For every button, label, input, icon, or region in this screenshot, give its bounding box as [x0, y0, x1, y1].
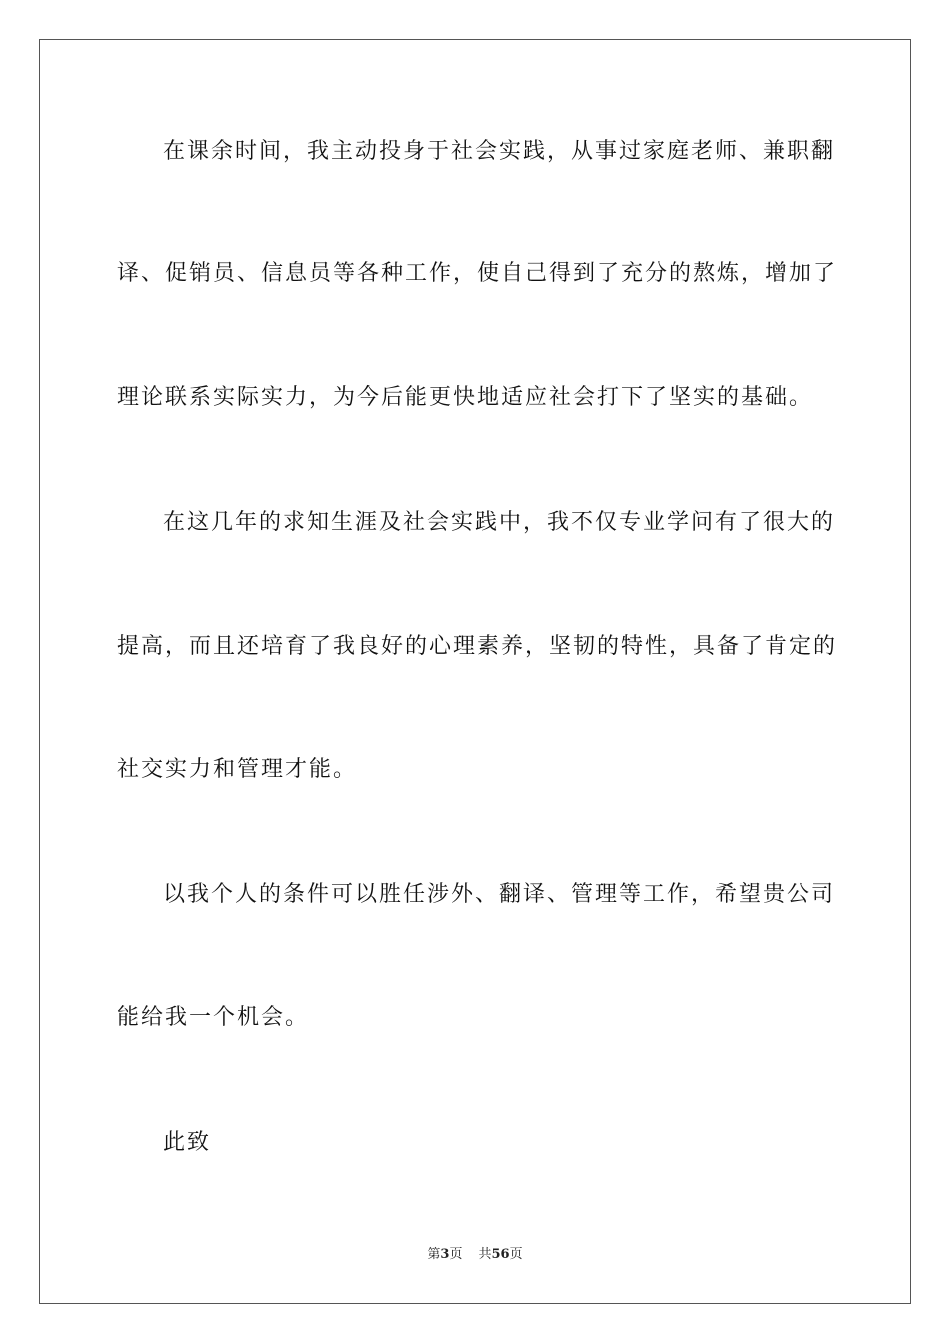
paragraph-1-line-2: 译、促销员、信息员等各种工作，使自己得到了充分的熬炼，增加了	[117, 261, 838, 286]
page-number: 3	[440, 1247, 450, 1262]
closing-salutation: 此致	[163, 1130, 212, 1155]
page-footer	[0, 1246, 950, 1264]
paragraph-2-line-3: 社交实力和管理才能。	[117, 757, 358, 782]
paragraph-3-line-1: 以我个人的条件可以胜任涉外、翻译、管理等工作，希望贵公司	[163, 882, 836, 907]
paragraph-3-line-2: 能给我一个机会。	[117, 1005, 310, 1030]
paragraph-2-line-2: 提高，而且还培育了我良好的心理素养，坚韧的特性，具备了肯定的	[117, 634, 838, 659]
paragraph-1-line-1: 在课余时间，我主动投身于社会实践，从事过家庭老师、兼职翻	[163, 139, 836, 164]
total-prefix: 共	[478, 1247, 492, 1262]
page-border	[39, 39, 911, 1304]
page-prefix: 第	[427, 1247, 441, 1262]
paragraph-2-line-1: 在这几年的求知生涯及社会实践中，我不仅专业学问有了很大的	[163, 510, 836, 535]
paragraph-1-line-3: 理论联系实际实力，为今后能更快地适应社会打下了坚实的基础。	[117, 385, 814, 410]
page-suffix: 页	[449, 1247, 463, 1262]
total-suffix: 页	[509, 1247, 523, 1262]
total-pages: 56	[491, 1247, 510, 1262]
